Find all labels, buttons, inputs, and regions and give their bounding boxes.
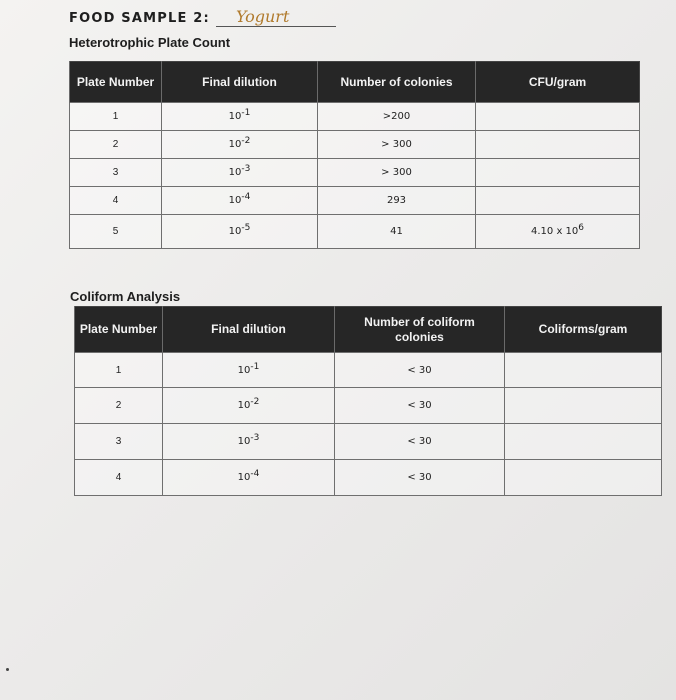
coliform-table xyxy=(74,306,662,496)
colonies-cell: 293 xyxy=(318,187,476,215)
cfu-cell: 4.10 x $10^6$ xyxy=(476,215,640,249)
table-row xyxy=(70,131,640,159)
coliforms-per-gram-cell xyxy=(505,460,662,496)
dilution-cell: $10^{-4}$ xyxy=(162,187,318,215)
colonies-cell: > 300 xyxy=(318,131,476,159)
coliform-col-dilution: Final dilution xyxy=(163,307,335,353)
colonies-cell: < 30 xyxy=(335,388,505,424)
table-row xyxy=(70,187,640,215)
coliform-col-plate: Plate Number xyxy=(75,307,163,353)
colonies-cell: 41 xyxy=(318,215,476,249)
sample-value-handwritten: Yogurt xyxy=(216,7,336,27)
dilution-cell: $10^{-2}$ xyxy=(162,131,318,159)
coliforms-per-gram-cell xyxy=(505,424,662,460)
cfu-cell xyxy=(476,159,640,187)
plate-number: 4 xyxy=(70,187,162,215)
plate-number: 4 xyxy=(75,460,163,496)
coliform-header-row xyxy=(75,307,662,353)
cfu-cell xyxy=(476,187,640,215)
colonies-cell: >200 xyxy=(318,103,476,131)
table-row xyxy=(75,460,662,496)
dilution-cell: $10^{-3}$ xyxy=(163,424,335,460)
hpc-col-dilution: Final dilution xyxy=(162,62,318,103)
table-row xyxy=(75,388,662,424)
table-row xyxy=(70,103,640,131)
dilution-cell: $10^{-4}$ xyxy=(163,460,335,496)
coliforms-per-gram-cell xyxy=(505,388,662,424)
plate-number: 5 xyxy=(70,215,162,249)
table-row xyxy=(70,159,640,187)
dilution-cell: $10^{-2}$ xyxy=(163,388,335,424)
plate-number: 3 xyxy=(70,159,162,187)
hpc-col-colonies: Number of colonies xyxy=(318,62,476,103)
colonies-cell: < 30 xyxy=(335,424,505,460)
pen-mark xyxy=(6,668,9,671)
dilution-cell: $10^{-1}$ xyxy=(162,103,318,131)
hpc-col-cfu: CFU/gram xyxy=(476,62,640,103)
dilution-cell: $10^{-1}$ xyxy=(163,353,335,388)
hpc-table xyxy=(69,61,640,249)
plate-number: 2 xyxy=(70,131,162,159)
table-row xyxy=(75,424,662,460)
coliforms-per-gram-cell xyxy=(505,353,662,388)
coliform-col-colonies: Number of coliform colonies xyxy=(335,307,505,353)
coliform-col-per-gram: Coliforms/gram xyxy=(505,307,662,353)
plate-number: 3 xyxy=(75,424,163,460)
coliform-title: Coliform Analysis xyxy=(70,289,181,304)
table-row xyxy=(70,215,640,249)
colonies-cell: > 300 xyxy=(318,159,476,187)
colonies-cell: < 30 xyxy=(335,353,505,388)
dilution-cell: $10^{-3}$ xyxy=(162,159,318,187)
plate-number: 1 xyxy=(70,103,162,131)
plate-number: 2 xyxy=(75,388,163,424)
hpc-title: Heterotrophic Plate Count xyxy=(69,35,231,50)
colonies-cell: < 30 xyxy=(335,460,505,496)
dilution-cell: $10^{-5}$ xyxy=(162,215,318,249)
sample-label: FOOD SAMPLE 2: xyxy=(69,11,210,26)
cfu-cell xyxy=(476,103,640,131)
plate-number: 1 xyxy=(75,353,163,388)
cfu-cell xyxy=(476,131,640,159)
hpc-col-plate: Plate Number xyxy=(70,62,162,103)
sample-line xyxy=(69,7,336,31)
hpc-header-row xyxy=(70,62,640,103)
table-row xyxy=(75,353,662,388)
